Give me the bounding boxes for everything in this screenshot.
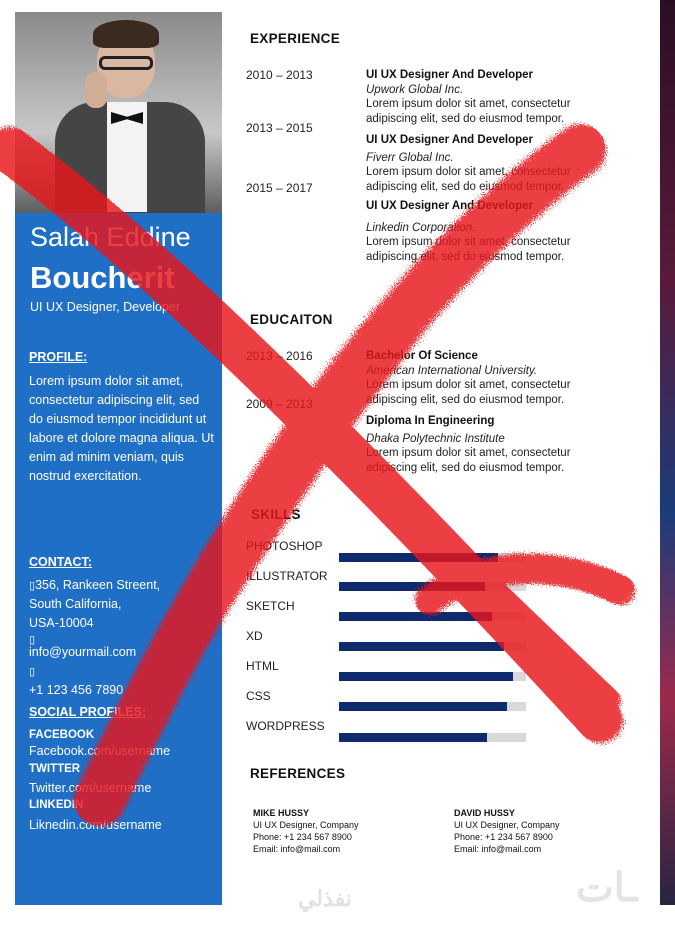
skill-label-xd: XD	[246, 629, 263, 643]
facebook-link[interactable]: Facebook.com/username	[29, 744, 171, 758]
sidebar	[15, 12, 222, 912]
address-line-1: ▯356, Rankeen Streent,	[29, 578, 161, 592]
skill-label-css: CSS	[246, 689, 271, 703]
skill-label-wordpress: WORDPRESS	[246, 719, 325, 733]
references-heading: REFERENCES	[250, 766, 346, 781]
job-title: UI UX Designer, Developer	[30, 300, 181, 314]
skill-bar-wordpress	[339, 733, 526, 742]
skill-label-illustrator: ILLUSTRATOR	[246, 569, 328, 583]
phone-icon: ▯	[29, 666, 36, 678]
experience-entry-1: UI UX Designer And Developer Upwork Global Inc. Lorem ipsum dolor sit amet, consectetur adipiscing elit, sed do eiusmod tempor.	[366, 69, 571, 125]
skill-label-html: HTML	[246, 659, 279, 673]
experience-heading: EXPERIENCE	[250, 31, 341, 46]
email-link[interactable]: info@yourmail.com	[29, 645, 137, 659]
skill-bar-xd	[339, 642, 526, 651]
address-line-3: USA-10004	[29, 616, 94, 630]
facebook-label: FACEBOOK	[29, 729, 95, 741]
first-name: Salah Eddine	[30, 222, 191, 252]
education-years-1: 2013 – 2016	[246, 349, 313, 363]
reference-2: DAVID HUSSY UI UX Designer, Company Phone: +1 234 567 8900 Email: info@mail.com	[454, 808, 560, 854]
social-heading: SOCIAL PROFILES:	[29, 705, 147, 719]
twitter-link[interactable]: Twitter.com/username	[29, 781, 152, 795]
skills-heading: SKILLS	[251, 507, 301, 522]
linkedin-label: LINKEDIN	[29, 799, 84, 811]
experience-entry-2: UI UX Designer And Developer Fiverr Global Inc. Lorem ipsum dolor sit amet, consectetur adipiscing elit, sed do eiusmod tempor.	[366, 134, 571, 193]
education-heading: EDUCAITON	[250, 312, 333, 327]
skill-bar-sketch	[339, 612, 526, 621]
skill-bar-photoshop	[339, 553, 526, 562]
education-entry-1: Bachelor Of Science American International University. Lorem ipsum dolor sit amet, consectetur adipiscing elit, sed do eiusmod tempor.	[366, 350, 571, 406]
education-entry-2: Diploma In Engineering Dhaka Polytechnic Institute Lorem ipsum dolor sit amet, consectetur adipiscing elit, sed do eiusmod tempor.	[366, 415, 571, 474]
skill-bar-css	[339, 702, 526, 711]
profile-photo	[15, 12, 222, 213]
side-watermark: ـات	[576, 866, 638, 910]
address-line-2: South California,	[29, 597, 122, 611]
skill-label-photoshop: PHOTOSHOP	[246, 539, 323, 553]
email-icon: ▯	[29, 634, 36, 646]
experience-years-2: 2013 – 2015	[246, 121, 313, 135]
experience-entry-3: UI UX Designer And Developer Linkedin Corporation. Lorem ipsum dolor sit amet, consectetur adipiscing elit, sed do eiusmod tempor.	[366, 200, 571, 263]
profile-text: Lorem ipsum dolor sit amet, consectetur adipiscing elit, sed do eiusmod tempor incididunt ut labore et dolore magna aliqua. Ut enim ad minim veniam, quis nostrud exercitation.	[29, 374, 214, 483]
skill-label-sketch: SKETCH	[246, 599, 295, 613]
contact-heading: CONTACT:	[29, 555, 92, 569]
skill-bar-html	[339, 672, 526, 681]
last-name: Boucherit	[30, 260, 175, 295]
experience-years-1: 2010 – 2013	[246, 68, 313, 82]
phone-number: +1 123 456 7890	[29, 683, 124, 697]
linkedin-link[interactable]: Liknedin.com/username	[29, 818, 162, 832]
location-icon: ▯	[29, 580, 36, 592]
twitter-label: TWITTER	[29, 763, 81, 775]
skill-bar-illustrator	[339, 582, 526, 591]
experience-years-3: 2015 – 2017	[246, 181, 313, 195]
reference-1: MIKE HUSSY UI UX Designer, Company Phone: +1 234 567 8900 Email: info@mail.com	[253, 808, 359, 854]
logo-watermark: نفذلي	[298, 886, 352, 911]
education-years-2: 2009 – 2013	[246, 397, 313, 411]
profile-heading: PROFILE:	[29, 350, 88, 364]
